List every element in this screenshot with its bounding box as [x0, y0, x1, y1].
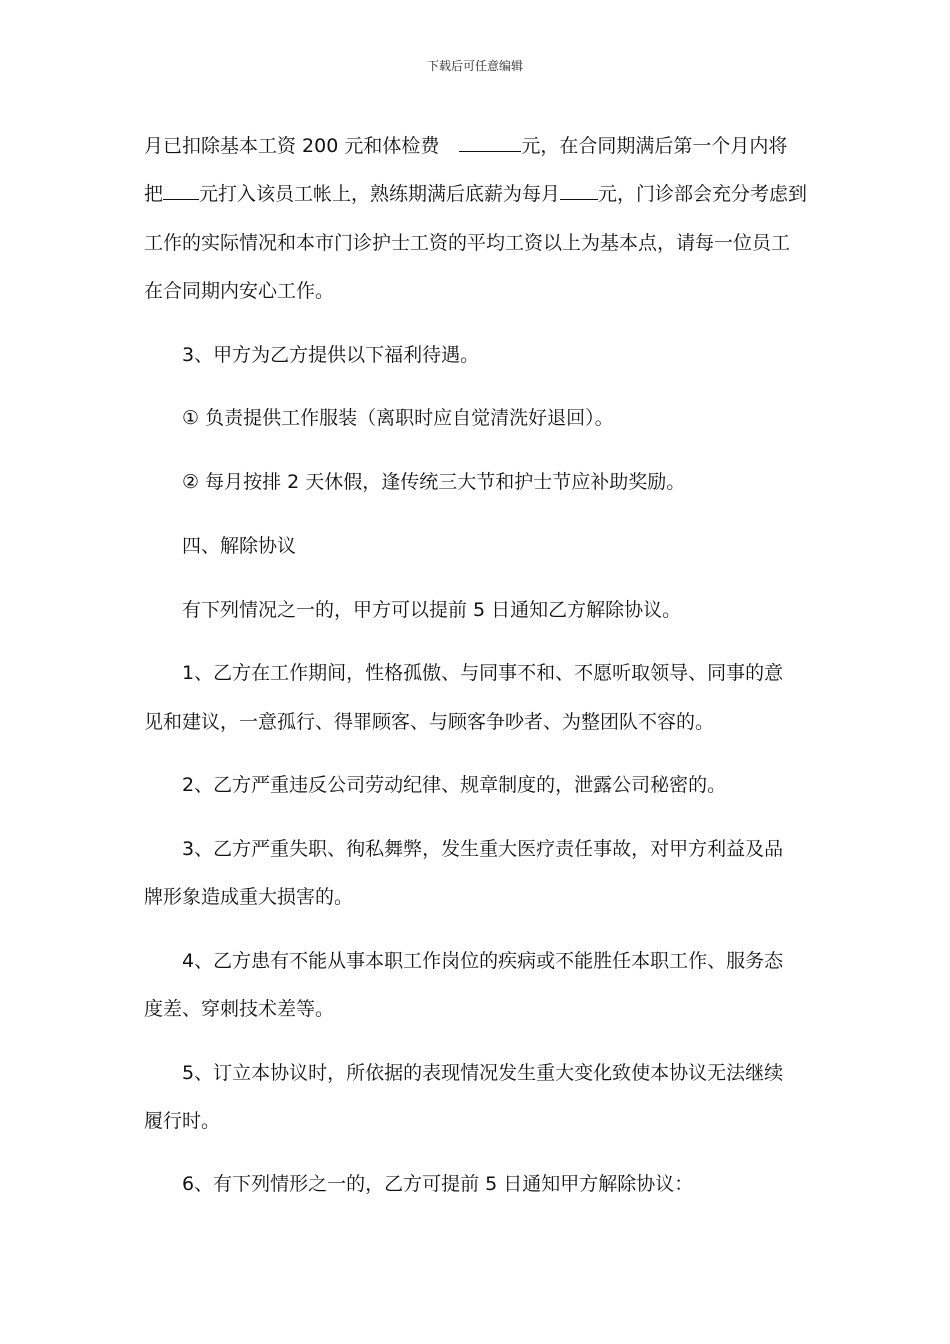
text-segment: 元打入该员工帐上，熟练期满后底薪为每月 [199, 183, 561, 205]
list-item: 5、订立本协议时，所依据的表现情况发生重大变化致使本协议无法继续 [182, 1062, 784, 1084]
list-item: ② 每月按排 2 天休假，逢传统三大节和护士节应补助奖励。 [182, 471, 686, 493]
fill-in-blank [560, 181, 598, 200]
list-item: 2、乙方严重违反公司劳动纪律、规章制度的，泄露公司秘密的。 [182, 774, 727, 796]
list-item: ① 负责提供工作服装（离职时应自觉清洗好退回）。 [182, 407, 614, 429]
paragraph-line: 度差、穿刺技术差等。 [144, 998, 335, 1020]
list-item: 4、乙方患有不能从事本职工作岗位的疾病或不能胜任本职工作、服务态 [182, 950, 784, 972]
list-item: 6、有下列情形之一的，乙方可提前 5 日通知甲方解除协议： [182, 1173, 694, 1195]
paragraph-line: 见和建议，一意孤行、得罪顾客、与顾客争吵者、为整团队不容的。 [144, 711, 715, 733]
text-segment: 月已扣除基本工资 200 元和体检费 [144, 135, 440, 157]
list-item: 1、乙方在工作期间，性格孤傲、与同事不和、不愿听取领导、同事的意 [182, 662, 784, 684]
list-item: 3、乙方严重失职、徇私舞弊，发生重大医疗责任事故，对甲方利益及品 [182, 838, 784, 860]
paragraph-line: 牌形象造成重大损害的。 [144, 886, 354, 908]
paragraph-line [144, 132, 787, 160]
paragraph-line [144, 180, 807, 208]
fill-in-blank [163, 181, 199, 200]
text-segment: 把 [144, 183, 164, 205]
text-segment: 元，门诊部会充分考虑到 [598, 183, 808, 205]
paragraph-line: 履行时。 [144, 1110, 221, 1132]
fill-in-blank [459, 133, 521, 152]
paragraph-line: 工作的实际情况和本市门诊护士工资的平均工资以上为基本点，请每一位员工 [144, 232, 791, 254]
page-header: 下载后可任意编辑 [426, 59, 523, 73]
section-heading: 四、解除协议 [182, 535, 297, 557]
paragraph-line: 3、甲方为乙方提供以下福利待遇。 [182, 344, 480, 366]
paragraph-line: 有下列情况之一的，甲方可以提前 5 日通知乙方解除协议。 [182, 599, 682, 621]
paragraph-line: 在合同期内安心工作。 [144, 280, 335, 302]
text-segment: 元，在合同期满后第一个月内将 [521, 135, 788, 157]
